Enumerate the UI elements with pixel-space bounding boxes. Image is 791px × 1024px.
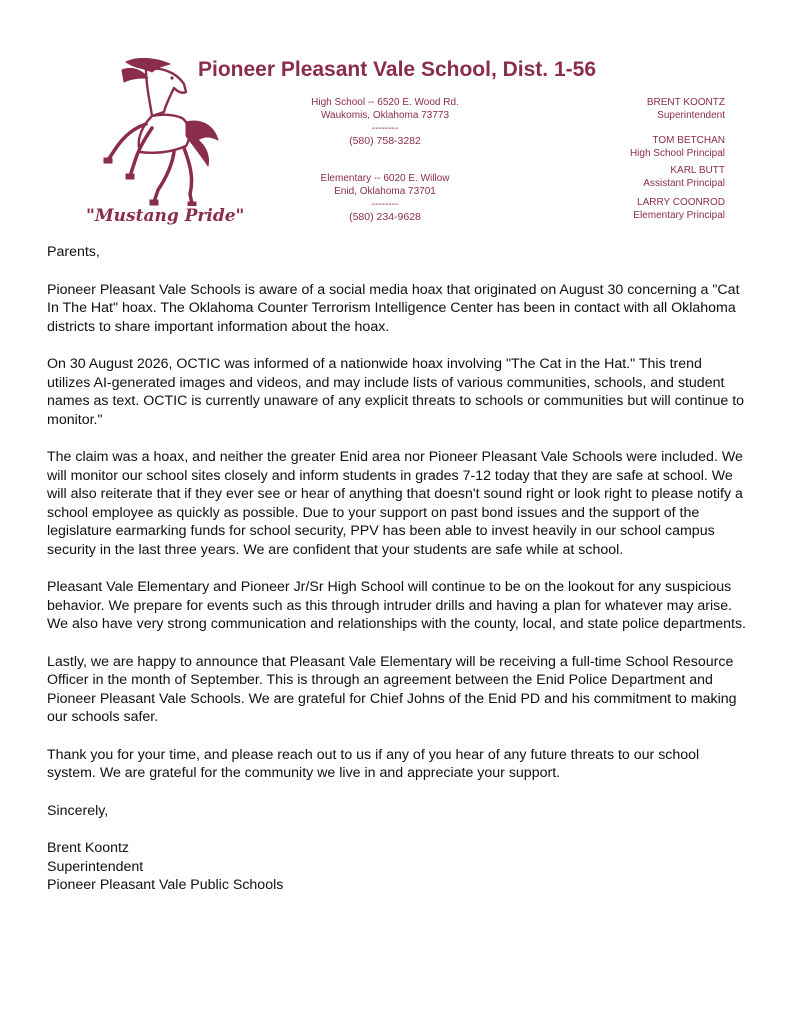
paragraph: Lastly, we are happy to announce that Pleasant Vale Elementary will be receiving a full-time School Resource Officer in the month of September. This is through an agreement between the Enid Police Department and Pioneer Pleasant Vale Schools. We are grateful for Chief Johns of the Enid PD and his commitment to making our schools safer. — [47, 653, 737, 725]
staff-superintendent — [647, 96, 725, 122]
high-school-divider: -------- — [371, 123, 399, 134]
high-school-phone: (580) 758-3282 — [349, 135, 421, 147]
signature-block — [47, 839, 747, 895]
staff-title: Assistant Principal — [643, 178, 725, 189]
staff-title: High School Principal — [629, 148, 725, 159]
closing: Sincerely, — [47, 802, 109, 819]
signature-organization: Pioneer Pleasant Vale Public Schools — [47, 877, 284, 893]
letterhead — [0, 0, 791, 240]
staff-elementary-principal — [633, 196, 725, 222]
mustang-logo — [86, 56, 245, 234]
paragraph: Pioneer Pleasant Vale Schools is aware of a social media hoax that originated on August 30 concerning a "Cat In The Hat" hoax. The Oklahoma Counter Terrorism Intelligence Center has been in contact with all Oklahoma districts to share important information about the hoax. — [47, 281, 740, 335]
high-school-address-line2: Waukomis, Oklahoma 73773 — [320, 110, 450, 121]
paragraph: On 30 August 2026, OCTIC was informed of a nationwide hoax involving "The Cat in the Hat." This trend utilizes AI-generated images and videos, and may include lists of various communities, schools, and student names as text. OCTIC is currently unaware of any explicit threats to schools or communities but will continue to monitor." — [47, 356, 745, 428]
staff-name: KARL BUTT — [670, 165, 725, 176]
staff-name: LARRY COONROD — [637, 197, 725, 208]
high-school-address-line1: High School -- 6520 E. Wood Rd. — [311, 97, 459, 108]
staff-assistant-principal — [643, 164, 725, 190]
paragraph: Thank you for your time, and please reach out to us if any of you hear of any future threats to our school system. We are grateful for the community we live in and appreciate your support. — [47, 746, 700, 781]
school-name: Pioneer Pleasant Vale School, Dist. 1-56 — [198, 58, 596, 81]
staff-hs-principal — [630, 134, 725, 160]
staff-title: Elementary Principal — [633, 210, 725, 221]
signature-title: Superintendent — [47, 858, 144, 875]
paragraph: Pleasant Vale Elementary and Pioneer Jr/Sr High School will continue to be on the lookout for any suspicious behavior. We prepare for events such as this through intruder drills and having a plan for whatever may arise. We also have very strong communication and relationships with the county, local, and state police departments. — [47, 579, 746, 632]
staff-title: Superintendent — [657, 110, 725, 121]
elementary-divider: -------- — [371, 199, 399, 210]
letter-body — [47, 243, 747, 895]
signature-name: Brent Koontz — [47, 840, 130, 856]
elementary-phone: (580) 234-9628 — [349, 211, 421, 223]
elementary-address-line1: Elementary -- 6020 E. Willow — [320, 173, 450, 184]
staff-name: BRENT KOONTZ — [646, 97, 725, 108]
high-school-address — [300, 96, 470, 148]
salutation: Parents, — [47, 244, 100, 260]
elementary-address-line2: Enid, Oklahoma 73701 — [334, 186, 436, 197]
motto: "Mustang Pride" — [86, 206, 245, 226]
staff-name: TOM BETCHAN — [652, 135, 725, 146]
paragraph: The claim was a hoax, and neither the greater Enid area nor Pioneer Pleasant Vale Schools were included. We will monitor our school sites closely and inform students in grades 7-12 today that they are safe at school. We will also reiterate that if they ever see or hear of anything that doesn't sound right or look right to please notify a school employee as quickly as possible. Due to your support on past bond issues and the support of the legislature earmarking funds for school security, PPV has been able to invest heavily in our school campus security in the last three years. We are confident that your students are safe while at school. — [47, 449, 743, 558]
elementary-address — [300, 172, 470, 224]
